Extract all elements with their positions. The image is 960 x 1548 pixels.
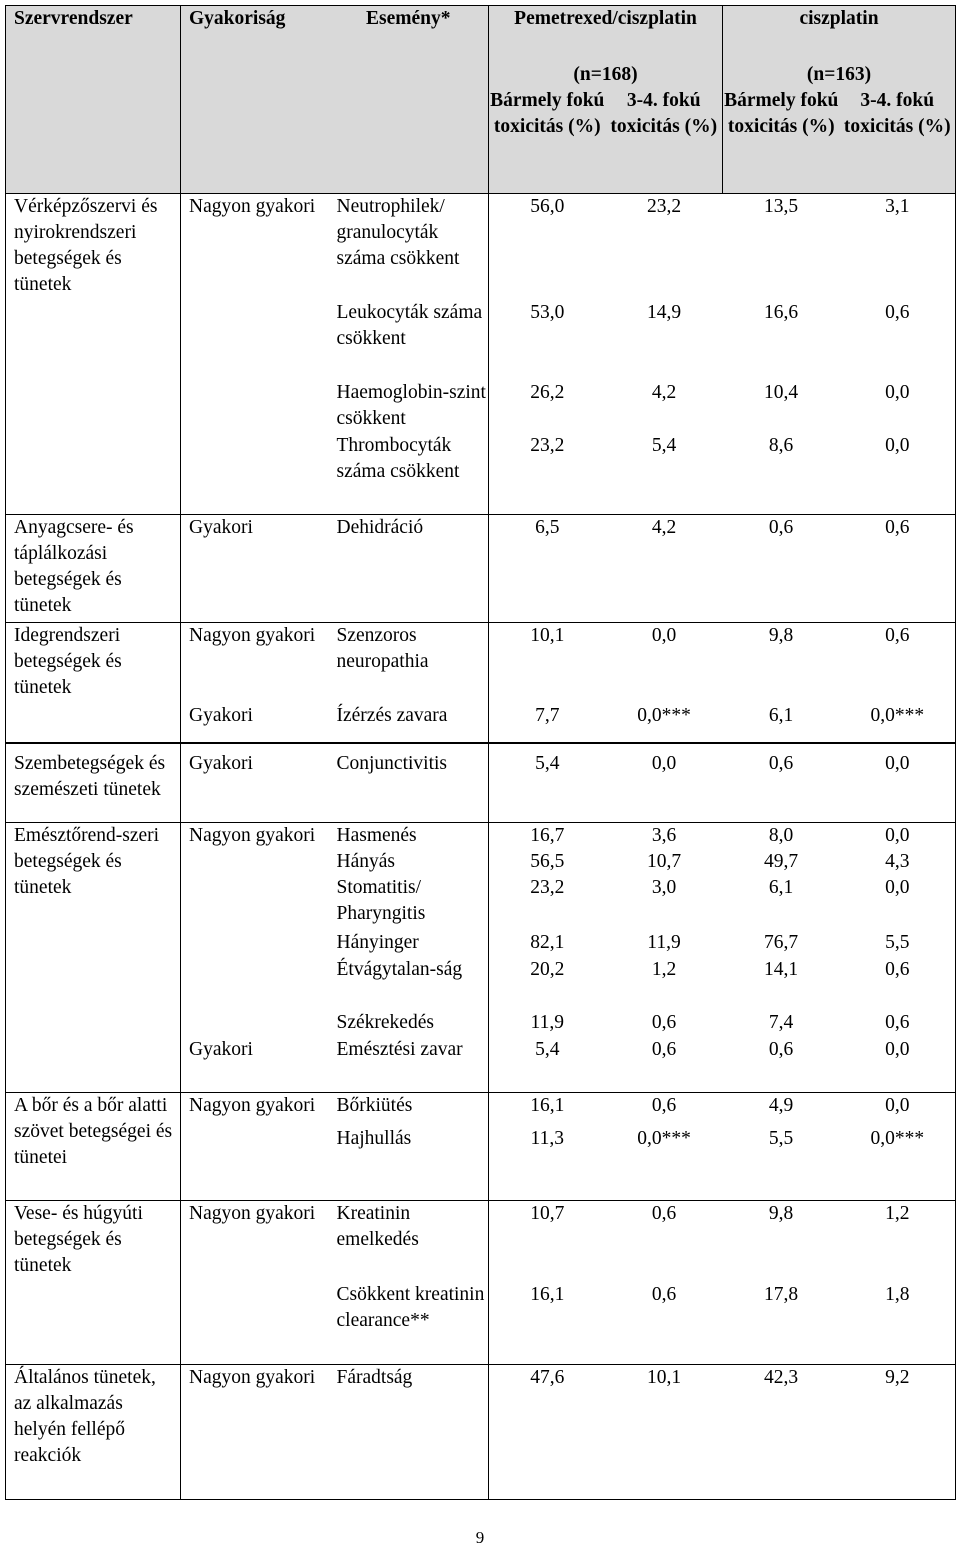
value-cell: 49,7 [763, 851, 799, 872]
organ-system-cell: Vérképzőszervi és nyirokrendszeri betegségek és tünetek [6, 194, 181, 515]
value-cell: 9,8 [723, 1200, 840, 1282]
value-cell: 0,6 [840, 515, 956, 623]
event-cell: Kreatinin emelkedés [329, 1200, 489, 1282]
value-cell: 26,2 [530, 381, 565, 403]
event-cell: Thrombocyták száma csökkent [329, 433, 489, 515]
value-cell: 14,9 [646, 301, 682, 323]
value-cell: 53,0 [530, 301, 565, 323]
frequency-cell: Gyakori [181, 743, 329, 823]
value-cell: 7,7 [535, 704, 560, 726]
event-cell: Hasmenés [329, 823, 489, 850]
value-cell: 0,0 [840, 823, 956, 850]
organ-system-cell: Általános tünetek, az alkalmazás helyén fellépő reakciók [6, 1364, 181, 1499]
value-cell: 0,6 [840, 623, 956, 703]
value-cell: 5,5 [840, 930, 956, 957]
value-cell: 56,0 [489, 194, 606, 300]
frequency-cell: Gyakori [181, 515, 329, 623]
value-cell: 10,1 [489, 623, 606, 703]
header-n-cisplatin: (n=163) [723, 62, 956, 88]
value-cell: 16,6 [763, 301, 799, 323]
value-cell: 23,2 [606, 194, 723, 300]
value-cell: 16,1 [489, 1092, 606, 1126]
frequency-cell: Nagyon gyakori [181, 194, 329, 515]
event-cell: Fáradtság [329, 1364, 489, 1499]
value-cell: 1,8 [840, 1282, 956, 1364]
frequency-cell: Nagyon gyakori [181, 823, 329, 1038]
value-cell: 0,0 [840, 1037, 956, 1092]
value-cell: 7,4 [768, 1012, 794, 1033]
value-cell: 0,6 [651, 1012, 677, 1033]
event-cell: Bőrkiütés [329, 1092, 489, 1126]
value-cell: 42,3 [723, 1364, 840, 1499]
organ-system-cell: Szembetegségek és szemészeti tünetek [6, 743, 181, 823]
header-organ-system: Szervrendszer [6, 6, 181, 194]
header-pemetrexed-cisplatin: Pemetrexed/ciszplatin [489, 6, 723, 62]
value-cell: 76,7 [763, 932, 799, 953]
event-cell: Leukocyták száma csökkent [329, 300, 489, 380]
value-cell: 10,1 [606, 1364, 723, 1499]
value-cell: 0,6 [723, 515, 840, 623]
value-cell: 11,9 [530, 1012, 564, 1033]
value-cell: 3,0 [651, 877, 677, 898]
value-cell: 5,4 [535, 1039, 560, 1060]
value-cell: 0,0 [840, 875, 956, 930]
event-cell: Szenzoros neuropathia [329, 623, 489, 703]
event-cell: Haemoglobin-szint csökkent [329, 380, 489, 433]
value-cell: 20,2 [530, 959, 565, 980]
event-cell: Székrekedés [329, 1010, 489, 1037]
value-cell: 0,0 [840, 1092, 956, 1126]
organ-system-cell: Idegrendszeri betegségek és tünetek [6, 623, 181, 743]
value-cell: 0,0*** [637, 1128, 691, 1149]
frequency-cell: Nagyon gyakori [181, 1092, 329, 1200]
frequency-cell: Gyakori [189, 704, 253, 726]
organ-system-cell: Anyagcsere- és táplálkozási betegségek és tünetek [6, 515, 181, 623]
event-cell: Emésztési zavar [329, 1037, 489, 1092]
event-cell: Hányás [329, 849, 489, 875]
value-cell: 23,2 [530, 434, 565, 456]
value-cell: 3,6 [606, 823, 723, 850]
value-cell: 47,6 [489, 1364, 606, 1499]
value-cell: 3,1 [840, 194, 956, 300]
value-cell: 0,0 [840, 433, 956, 515]
value-cell: 5,5 [768, 1128, 794, 1149]
value-cell: 0,6 [768, 1039, 794, 1060]
event-cell: Stomatitis/ Pharyngitis [329, 875, 489, 930]
header-any-grade-pem: Bármely fokú toxicitás (%) [489, 88, 606, 194]
page-number: 9 [475, 1528, 485, 1547]
value-cell: 5,4 [489, 743, 606, 823]
header-event: Esemény* [329, 6, 489, 194]
value-cell: 10,7 [646, 851, 682, 872]
event-cell: Csökkent kreatinin clearance** [329, 1282, 489, 1364]
frequency-cell: Nagyon gyakori [181, 1200, 329, 1364]
event-cell: Étvágytalan-ság [329, 957, 489, 1010]
event-cell: Dehidráció [329, 515, 489, 623]
value-cell: 1,2 [651, 959, 677, 980]
value-cell: 4,9 [723, 1092, 840, 1126]
value-cell: 17,8 [763, 1284, 799, 1305]
value-cell: 10,7 [489, 1200, 606, 1282]
frequency-cell: Gyakori [189, 1039, 253, 1060]
value-cell: 6,1 [768, 877, 794, 898]
value-cell: 0,0*** [840, 703, 956, 743]
value-cell: 0,6 [606, 1092, 723, 1126]
value-cell: 0,6 [723, 743, 840, 823]
value-cell: 9,8 [723, 623, 840, 703]
header-n-pemetrexed: (n=168) [489, 62, 723, 88]
event-cell: Neutrophilek/ granulocyták száma csökkent [329, 194, 489, 300]
event-cell: Hajhullás [329, 1126, 489, 1200]
frequency-cell: Nagyon gyakori [181, 1364, 329, 1499]
value-cell: 5,4 [651, 434, 677, 456]
value-cell: 6,1 [768, 704, 794, 726]
header-frequency: Gyakoriság [181, 6, 329, 194]
value-cell: 11,3 [530, 1128, 564, 1149]
value-cell: 4,3 [840, 849, 956, 875]
value-cell: 14,1 [763, 959, 799, 980]
header-grade34-pem: 3-4. fokú toxicitás (%) [606, 88, 723, 194]
header-cisplatin: ciszplatin [723, 6, 956, 62]
organ-system-cell: A bőr és a bőr alatti szövet betegségei és tünetei [6, 1092, 181, 1200]
value-cell: 0,0 [606, 743, 723, 823]
value-cell: 8,0 [723, 823, 840, 850]
value-cell: 4,2 [606, 515, 723, 623]
value-cell: 0,6 [840, 1010, 956, 1037]
event-cell: Conjunctivitis [329, 743, 489, 823]
event-cell: Ízérzés zavara [329, 703, 489, 743]
value-cell: 0,6 [651, 1039, 677, 1060]
frequency-cell: Nagyon gyakori [181, 623, 329, 703]
value-cell: 0,6 [840, 957, 956, 1010]
event-cell: Hányinger [329, 930, 489, 957]
value-cell: 13,5 [723, 194, 840, 300]
value-cell: 6,5 [489, 515, 606, 623]
value-cell: 82,1 [530, 932, 565, 953]
adverse-events-table [5, 5, 956, 1500]
value-cell: 0,6 [840, 300, 956, 380]
value-cell: 4,2 [651, 381, 677, 403]
header-any-grade-cis: Bármely fokú toxicitás (%) [723, 88, 840, 194]
value-cell: 16,1 [530, 1284, 565, 1305]
value-cell: 0,0 [606, 623, 723, 703]
value-cell: 0,0*** [840, 1126, 956, 1200]
organ-system-cell: Emésztőrend-szeri betegségek és tünetek [6, 823, 181, 1093]
value-cell: 11,9 [647, 932, 681, 953]
value-cell: 0,0*** [637, 704, 691, 726]
value-cell: 10,4 [763, 381, 799, 403]
value-cell: 9,2 [840, 1364, 956, 1499]
value-cell: 0,6 [606, 1200, 723, 1282]
header-grade34-cis: 3-4. fokú toxicitás (%) [840, 88, 956, 194]
value-cell: 8,6 [768, 434, 794, 456]
value-cell: 23,2 [530, 877, 565, 898]
organ-system-cell: Vese- és húgyúti betegségek és tünetek [6, 1200, 181, 1364]
value-cell: 0,0 [840, 743, 956, 823]
value-cell: 0,6 [651, 1284, 677, 1305]
value-cell: 1,2 [840, 1200, 956, 1282]
value-cell: 16,7 [489, 823, 606, 850]
value-cell: 0,0 [840, 380, 956, 433]
value-cell: 56,5 [530, 851, 565, 872]
